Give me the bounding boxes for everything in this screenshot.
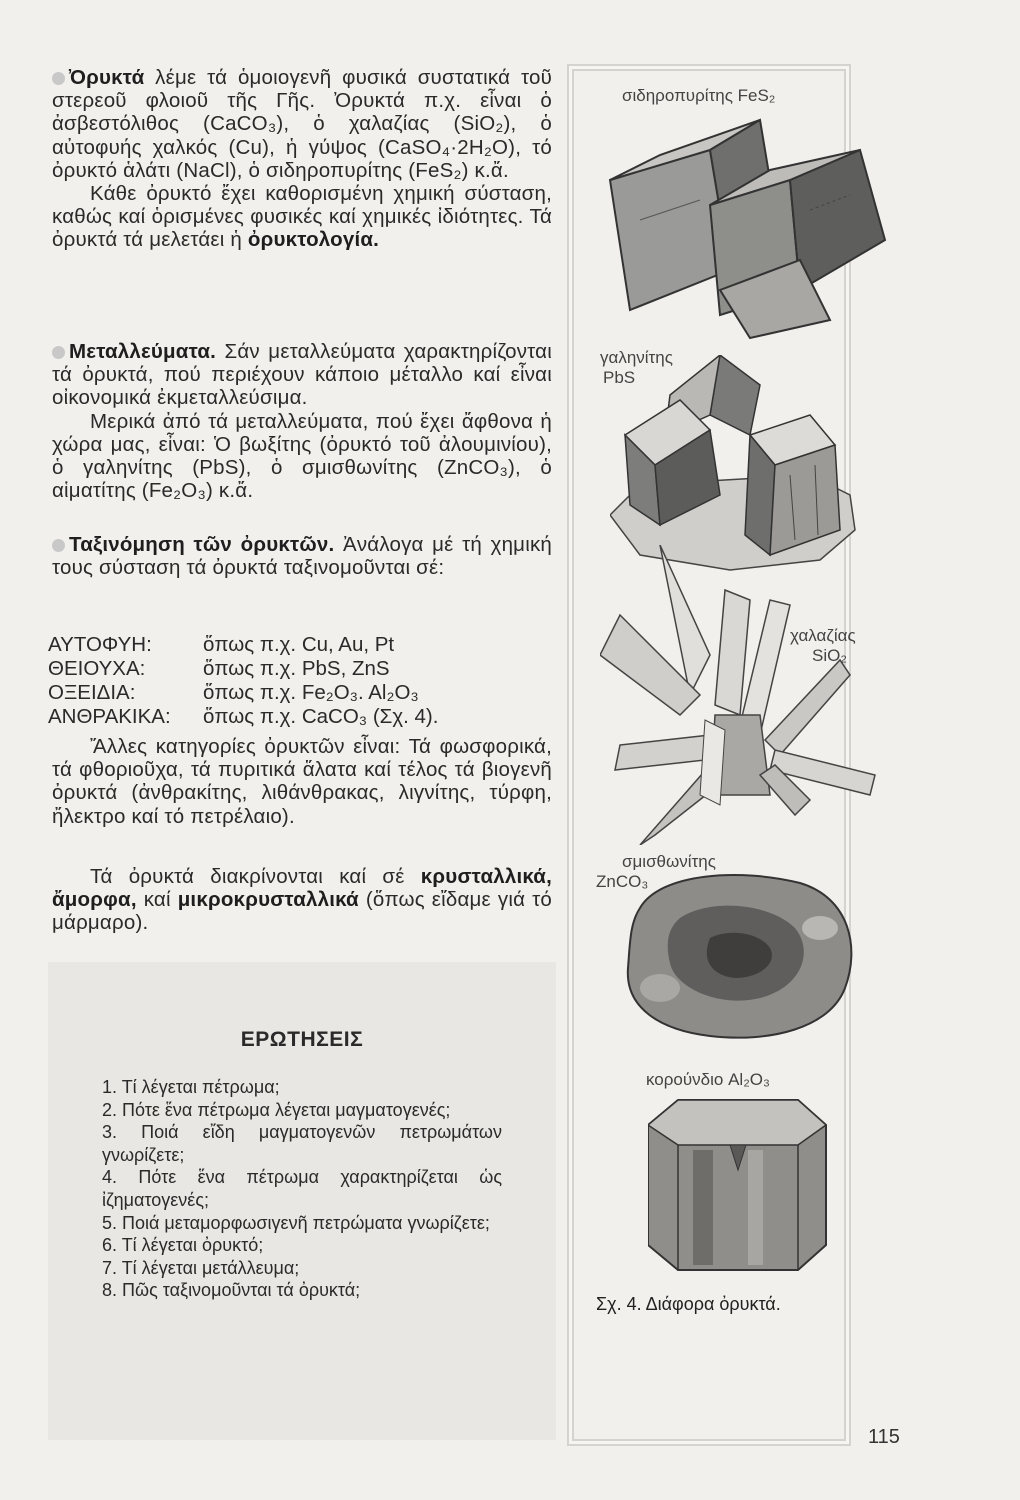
question-item: 7. Τί λέγεται μετάλλευμα; [102, 1257, 300, 1278]
ores-definition: Σάν μεταλλεύματα χαρακτηρίζονται τά ὀρυκτά, πού περιέχουν κάποιο μέταλλο καί εἶναι οἰκονομικά ἐκμεταλλεύσιμα. [52, 340, 552, 410]
classification-intro: Ἀνάλογα μέ τή χημική τους σύσταση τά ὀρυκτά ταξινομοῦνται σέ: [52, 533, 552, 580]
term-minerals: Ὀρυκτά [69, 66, 145, 89]
bullet-dot [52, 72, 65, 85]
label-quartz-name: χαλαζίας [790, 626, 856, 645]
class-name: ΑΥΤΟΦΥΗ: [48, 633, 152, 656]
class-name: ΟΞΕΙΔΙΑ: [48, 681, 136, 704]
ores-examples: Μερικά ἀπό τά μεταλλεύματα, πού ἔχει ἄφθονα ἡ χώρα μας, εἶναι: Ὁ βωξίτης (ὀρυκτό τοῦ ἀλουμινίου), ὁ γαληνίτης (PbS), ὁ σμισθωνίτης (ZnCO₃), ὁ αἱματίτης (Fe₂O₃) κ.ἄ. [52, 409, 552, 503]
term-mineralogy: ὀρυκτολογία. [247, 228, 380, 252]
bullet-dot [52, 539, 65, 552]
paragraph-minerals [52, 66, 552, 252]
label-galena-formula: PbS [603, 368, 636, 387]
class-row [48, 657, 438, 681]
page-number: 115 [868, 1426, 900, 1448]
term-microcrystalline: μικροκρυσταλλικά [177, 888, 359, 912]
question-item: 2. Πότε ἕνα πέτρωμα λέγεται μαγματογενές; [102, 1099, 451, 1120]
question-item: 6. Τί λέγεται ὀρυκτό; [102, 1235, 264, 1256]
label-corundum: κορούνδιο Al₂O₃ [646, 1070, 770, 1089]
class-examples: ὅπως π.χ. Fe₂O₃. Al₂O₃ [203, 681, 419, 704]
pyrite-illustration [600, 110, 890, 340]
questions-list [102, 1076, 502, 1302]
corundum-illustration [648, 1095, 828, 1275]
class-row [48, 633, 438, 657]
label-galena-name: γαληνίτης [600, 348, 673, 367]
classification-list [48, 633, 438, 729]
class-examples: ὅπως π.χ. Cu, Au, Pt [203, 633, 395, 656]
question-item: 5. Ποιά μεταμορφωσιγενῆ πετρώματα γνωρίζετε; [102, 1212, 490, 1233]
class-name: ΑΝΘΡΑΚΙΚΑ: [48, 705, 171, 728]
crystal-types-end: (ὅπως εἴδαμε γιά τό μάρμαρο). [52, 888, 553, 935]
question-item: 3. Ποιά εἴδη μαγματογενῶν πετρωμάτων γνωρίζετε; [102, 1122, 502, 1165]
label-quartz-formula: SiO₂ [812, 646, 847, 665]
label-pyrite: σιδηροπυρίτης FeS₂ [622, 86, 776, 105]
questions-box [48, 962, 556, 1440]
paragraph-ores [52, 340, 552, 502]
class-name: ΘΕΙΟΥΧΑ: [48, 657, 146, 680]
question-item: 4. Πότε ἕνα πέτρωμα χαρακτηρίζεται ὡς ἰζηματογενές; [102, 1167, 502, 1210]
minerals-composition: Κάθε ὀρυκτό ἔχει καθορισμένη χημική σύσταση, καθώς καί ὁρισμένες φυσικές καί χημικές ἰδιότητες. Τά ὀρυκτά τά μελετάει ἡ [52, 182, 552, 252]
quartz-illustration [600, 545, 880, 845]
class-examples: ὅπως π.χ. PbS, ZnS [203, 657, 390, 680]
bullet-dot [52, 346, 65, 359]
term-amorphous: ἄμορφα, [52, 888, 137, 912]
class-examples: ὅπως π.χ. CaCO₃ (Σχ. 4). [203, 705, 439, 728]
other-categories-text: Ἄλλες κατηγορίες ὀρυκτῶν εἶναι: Τά φωσφορικά, τά φθοριοῦχα, τά πυριτικά ἅλατα καί τέλος τά βιογενῆ ὀρυκτά (ἀνθρακίτης, λιθάνθρακας, λιγνίτης, τύρφη, ἤλεκτρο καί τό πετρέλαιο). [52, 735, 552, 828]
paragraph-crystal-types [52, 865, 552, 935]
label-smithsonite-formula: ZnCO₃ [596, 872, 649, 891]
class-row [48, 681, 438, 705]
label-smithsonite-name: σμισθωνίτης [622, 852, 716, 871]
term-classification: Ταξινόμηση τῶν ὀρυκτῶν. [69, 533, 335, 556]
question-item: 8. Πῶς ταξινομοῦνται τά ὀρυκτά; [102, 1280, 361, 1301]
questions-title: ΕΡΩΤΗΣΕΙΣ [240, 1028, 364, 1051]
paragraph-classification [52, 533, 552, 579]
crystal-types-text: Τά ὀρυκτά διακρίνονται καί σέ [90, 865, 421, 888]
question-item: 1. Τί λέγεται πέτρωμα; [102, 1077, 280, 1097]
class-row [48, 705, 438, 729]
smithsonite-illustration [620, 868, 860, 1043]
connector-text: καί [136, 888, 178, 912]
figure-caption: Σχ. 4. Διάφορα ὀρυκτά. [596, 1294, 781, 1314]
minerals-definition: λέμε τά ὁμοιογενῆ φυσικά συστατικά τοῦ στερεοῦ φλοιοῦ τῆς Γῆς. Ὀρυκτά π.χ. εἶναι ὁ ἀσβεστόλιθος (CaCO₃), ὁ χαλαζίας (SiO₂), ὁ αὐτοφυής χαλκός (Cu), ἡ γύψος (CaSO₄·2H₂O), τό ὀρυκτό ἁλάτι (NaCl), ὁ σιδηροπυρίτης (FeS₂) κ.ἄ. [52, 66, 552, 182]
paragraph-other-categories [52, 735, 552, 828]
term-ores: Μεταλλεύματα. [69, 340, 217, 363]
term-crystalline: κρυσταλλικά, [420, 865, 552, 888]
